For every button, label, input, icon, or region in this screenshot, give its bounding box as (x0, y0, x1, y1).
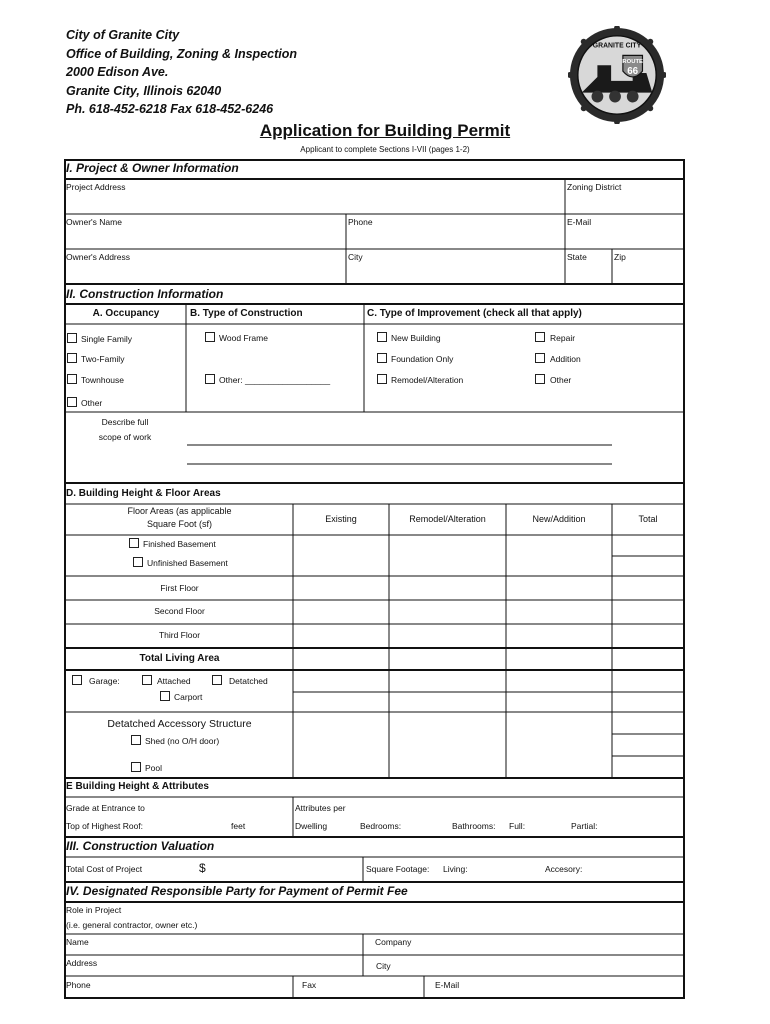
zoning-district-label: Zoning District (567, 182, 622, 192)
accessory-structure-label: Detatched Accessory Structure (107, 718, 252, 730)
finished-basement-checkbox[interactable] (129, 538, 139, 548)
total-cost-label: Total Cost of Project (66, 864, 143, 874)
improvement-new-building-checkbox[interactable] (377, 332, 387, 342)
party-name-label: Name (66, 937, 89, 947)
header-city-state: Granite City, Illinois 62040 (66, 83, 222, 98)
sqft-accessory-label: Accesory: (545, 864, 583, 874)
garage-detatched-label: Detatched (229, 676, 268, 686)
header-phone-fax: Ph. 618-452-6218 Fax 618-452-6246 (66, 102, 274, 116)
occupancy-single-family-checkbox[interactable] (67, 333, 77, 343)
construction-type-heading: B. Type of Construction (190, 308, 303, 319)
improvement-new-building-label: New Building (391, 333, 441, 343)
sqft-living-label: Living: (443, 864, 468, 874)
shed-checkbox[interactable] (131, 735, 141, 745)
section-3-heading: III. Construction Valuation (66, 839, 215, 853)
owners-name-label: Owner's Name (66, 217, 122, 227)
second-floor-label: Second Floor (154, 606, 205, 616)
attributes-label-2: Dwelling (295, 821, 328, 831)
bathrooms-label: Bathrooms: (452, 821, 496, 831)
col-remodel: Remodel/Alteration (409, 514, 486, 524)
carport-label: Carport (174, 692, 203, 702)
owners-address-label: Owner's Address (66, 252, 130, 262)
shed-label: Shed (no O/H door) (145, 736, 220, 746)
seal-badge-number: 66 (627, 66, 639, 78)
carport-checkbox[interactable] (160, 691, 170, 701)
section-4-heading: IV. Designated Responsible Party for Payment of Permit Fee (66, 884, 408, 898)
party-email-label: E-Mail (435, 980, 460, 990)
improvement-other-label: Other (550, 375, 572, 385)
occupancy-townhouse-label: Townhouse (81, 375, 125, 385)
attributes-label-1: Attributes per (295, 803, 346, 813)
grade-entrance-label: Grade at Entrance to (66, 803, 145, 813)
construction-other-label: Other: __________________ (219, 375, 331, 385)
describe-scope-label-1: Describe full (101, 417, 149, 427)
improvement-foundation-only-checkbox[interactable] (377, 353, 387, 363)
improvement-addition-label: Addition (550, 354, 581, 364)
party-city-label: City (376, 961, 391, 971)
garage-attached-label: Attached (157, 676, 191, 686)
bedrooms-label: Bedrooms: (360, 821, 402, 831)
party-address-label: Address (66, 958, 98, 968)
party-fax-label: Fax (302, 980, 317, 990)
header-office: Office of Building, Zoning & Inspection (66, 46, 298, 61)
floor-areas-label-2: Square Foot (sf) (146, 519, 213, 529)
header-city: City of Granite City (66, 28, 180, 42)
owner-zip-label: Zip (614, 252, 626, 262)
improvement-remodel-label: Remodel/Alteration (391, 375, 464, 385)
improvement-repair-checkbox[interactable] (535, 332, 545, 342)
improvement-foundation-only-label: Foundation Only (391, 354, 454, 364)
unfinished-basement-label: Unfinished Basement (147, 558, 228, 568)
occupancy-other-checkbox[interactable] (67, 397, 77, 407)
pool-label: Pool (145, 763, 163, 773)
party-phone-label: Phone (66, 980, 91, 990)
section-2-heading: II. Construction Information (66, 287, 224, 301)
section-1-heading: I. Project & Owner Information (66, 161, 239, 175)
occupancy-two-family-label: Two-Family (81, 354, 125, 364)
total-living-area-label: Total Living Area (139, 653, 220, 664)
bath-partial-label: Partial: (571, 821, 598, 831)
header-street: 2000 Edison Ave. (66, 65, 169, 79)
seal-top-text: GRANITE CITY (592, 42, 642, 50)
section-e-heading: E Building Height & Attributes (66, 781, 209, 792)
improvement-type-heading: C. Type of Improvement (check all that apply) (367, 308, 582, 319)
describe-scope-label-2: scope of work (98, 432, 152, 442)
role-label-2: (i.e. general contractor, owner etc.) (66, 920, 198, 930)
first-floor-label: First Floor (160, 583, 199, 593)
occupancy-single-family-label: Single Family (81, 334, 133, 344)
occupancy-two-family-checkbox[interactable] (67, 353, 77, 363)
owner-state-label: State (567, 252, 587, 262)
construction-wood-frame-label: Wood Frame (219, 333, 268, 343)
top-roof-label: Top of Highest Roof: (66, 821, 144, 831)
garage-attached-checkbox[interactable] (142, 675, 152, 685)
square-footage-label: Square Footage: (366, 864, 430, 874)
party-company-label: Company (375, 937, 412, 947)
seal-badge-text: ROUTE (622, 59, 643, 66)
improvement-remodel-checkbox[interactable] (377, 374, 387, 384)
role-label-1: Role in Project (66, 905, 122, 915)
owner-city-label: City (348, 252, 363, 262)
occupancy-heading: A. Occupancy (92, 308, 160, 319)
feet-label: feet (231, 821, 246, 831)
section-d-heading: D. Building Height & Floor Areas (66, 488, 221, 499)
floor-areas-label-1: Floor Areas (as applicable (127, 506, 232, 516)
dollar-sign: $ (199, 861, 206, 875)
owner-phone-label: Phone (348, 217, 373, 227)
improvement-other-checkbox[interactable] (535, 374, 545, 384)
improvement-addition-checkbox[interactable] (535, 353, 545, 363)
pool-checkbox[interactable] (131, 762, 141, 772)
col-existing: Existing (325, 514, 357, 524)
owner-email-label: E-Mail (567, 217, 592, 227)
improvement-repair-label: Repair (550, 333, 576, 343)
construction-wood-frame-checkbox[interactable] (205, 332, 215, 342)
bath-full-label: Full: (509, 821, 526, 831)
garage-checkbox[interactable] (72, 675, 82, 685)
occupancy-townhouse-checkbox[interactable] (67, 374, 77, 384)
page-title: Application for Building Permit (259, 121, 511, 140)
page-subtitle: Applicant to complete Sections I-VII (pages 1-2) (300, 145, 470, 154)
garage-label: Garage: (89, 676, 120, 686)
garage-detatched-checkbox[interactable] (212, 675, 222, 685)
occupancy-other-label: Other (81, 398, 103, 408)
third-floor-label: Third Floor (158, 630, 201, 640)
project-address-label: Project Address (66, 182, 126, 192)
col-total: Total (638, 514, 658, 524)
unfinished-basement-checkbox[interactable] (133, 557, 143, 567)
col-new-addition: New/Addition (532, 514, 586, 524)
construction-other-checkbox[interactable] (205, 374, 215, 384)
finished-basement-label: Finished Basement (143, 539, 216, 549)
